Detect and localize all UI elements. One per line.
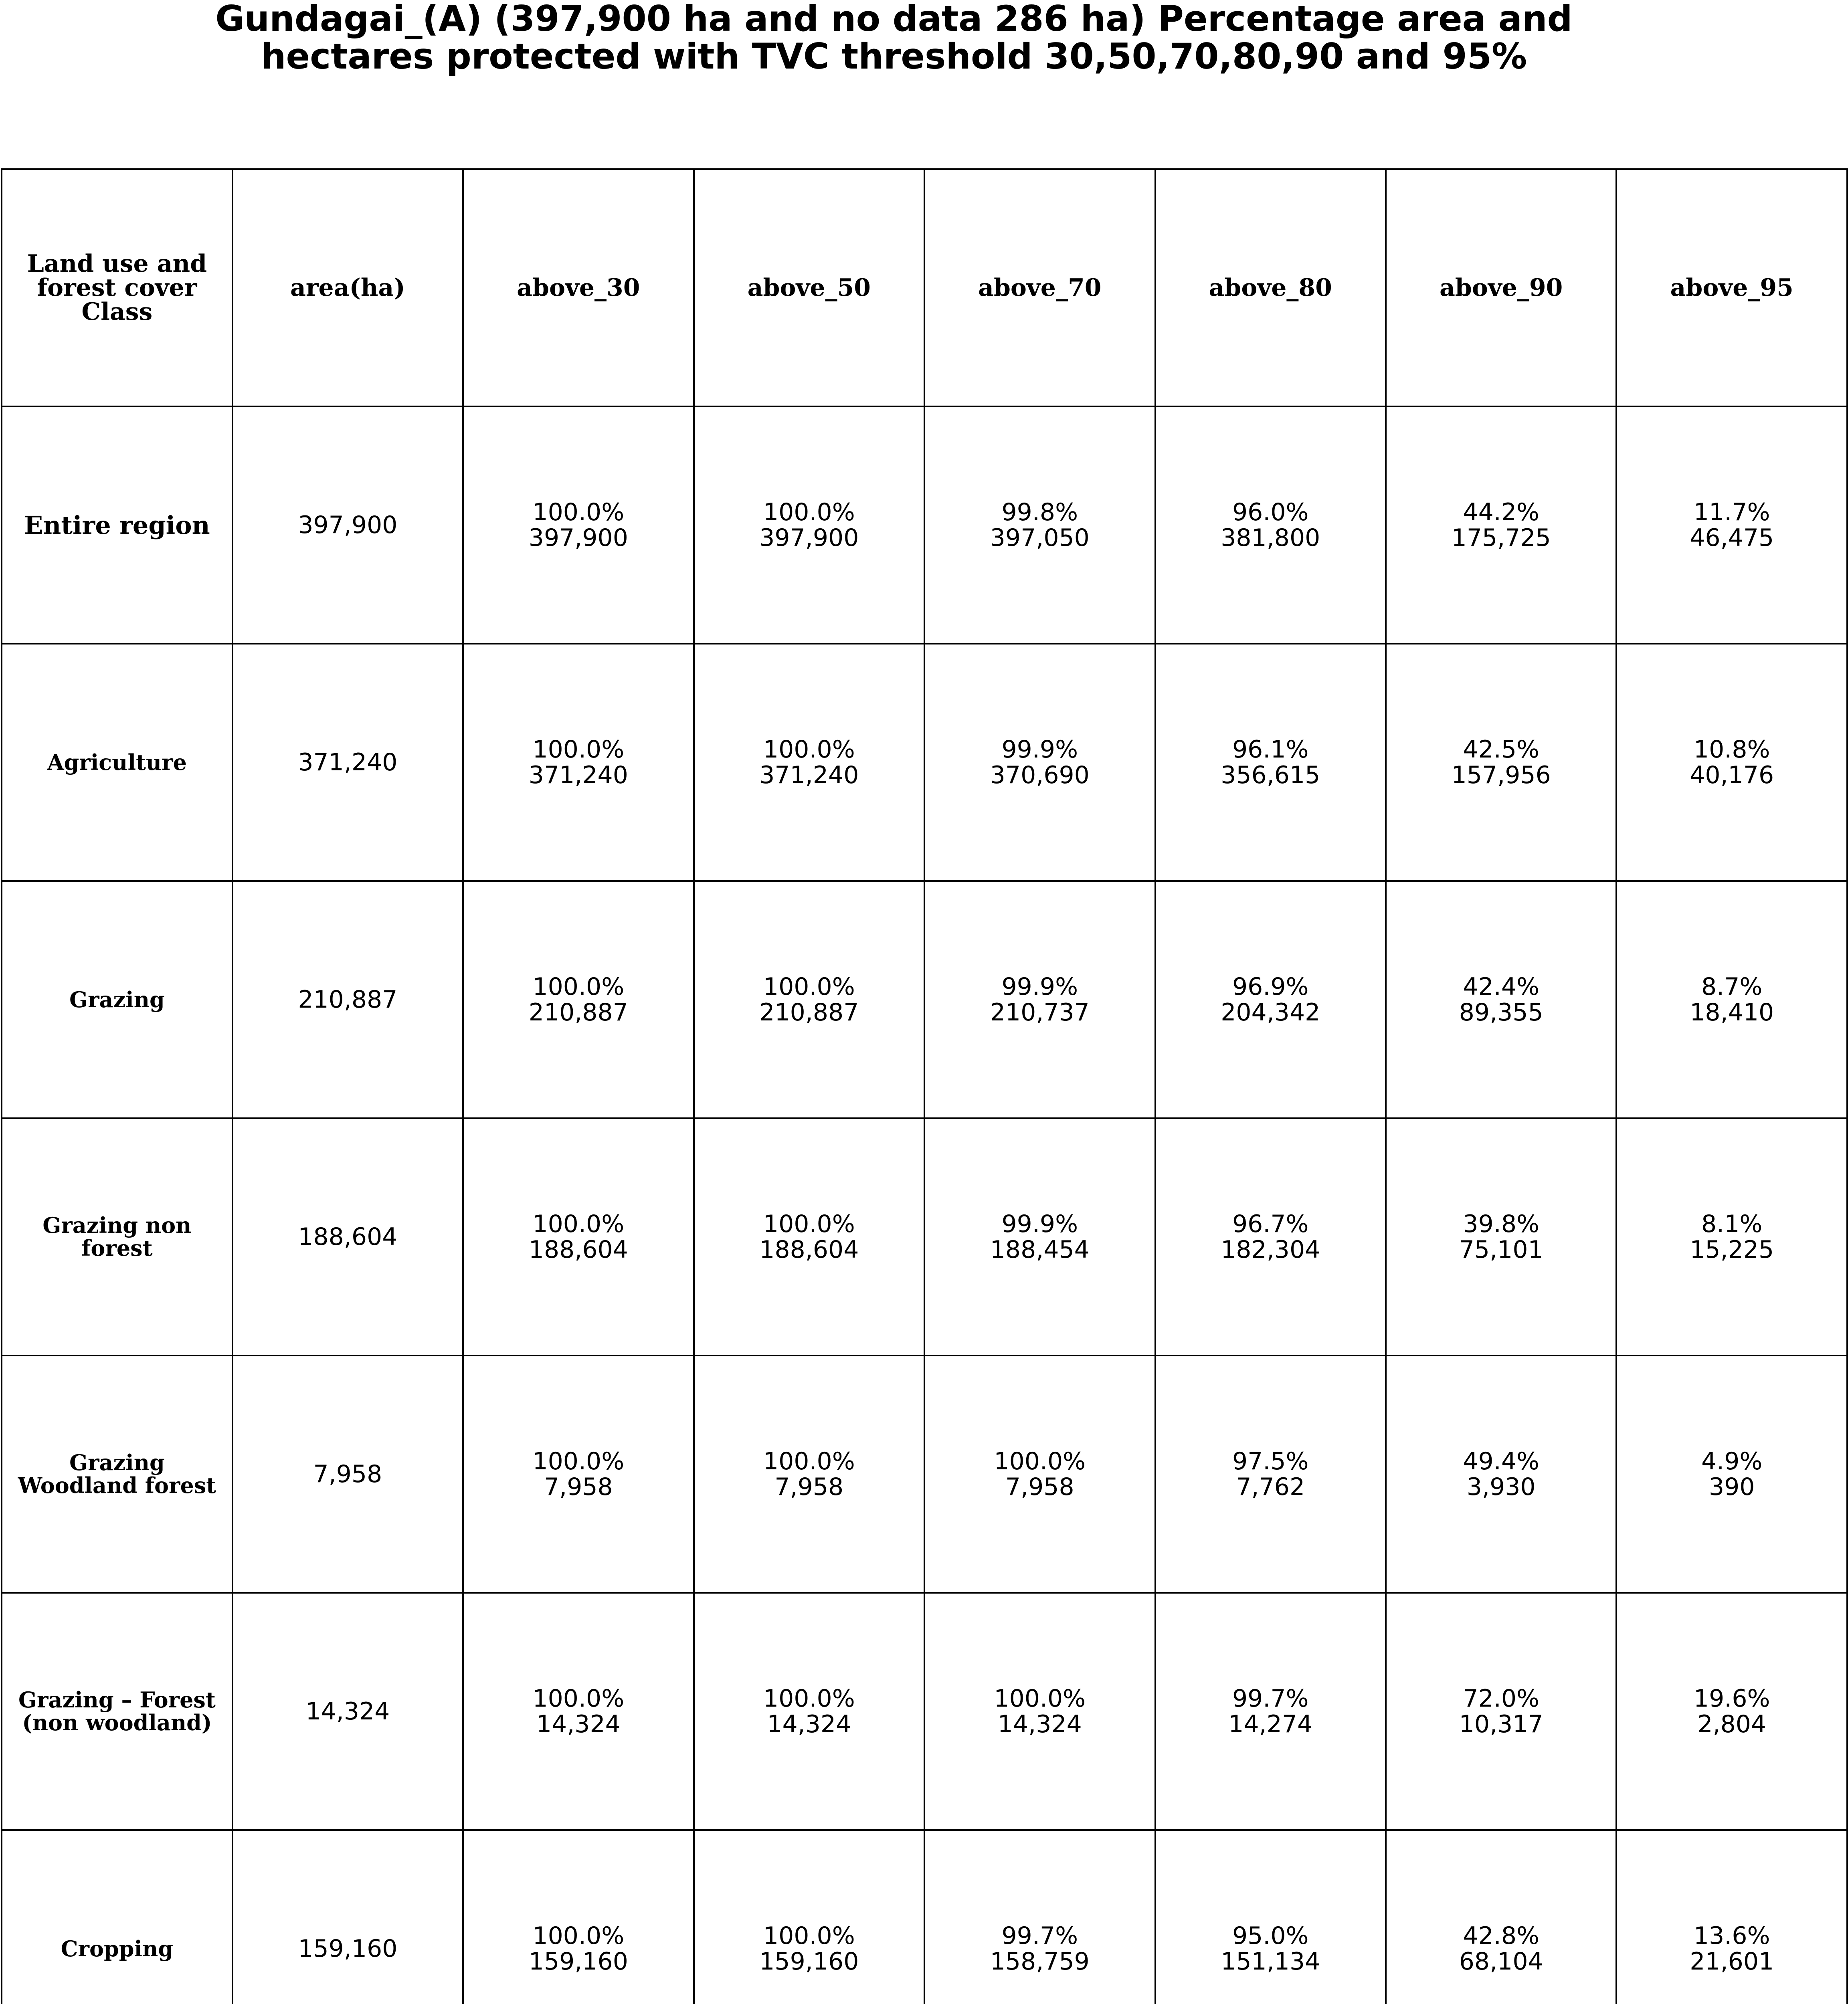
threshold-hectares: 7,958 xyxy=(774,1473,844,1501)
threshold-hectares: 15,225 xyxy=(1690,1236,1774,1264)
threshold-cell xyxy=(694,1593,924,1830)
threshold-percent: 100.0% xyxy=(763,1210,855,1238)
threshold-hectares: 397,050 xyxy=(990,524,1090,552)
threshold-percent: 44.2% xyxy=(1463,498,1540,526)
row-area-value: 14,324 xyxy=(305,1697,390,1725)
row-area-value: 397,900 xyxy=(298,511,398,539)
threshold-hectares: 14,274 xyxy=(1228,1710,1313,1738)
threshold-percent: 100.0% xyxy=(763,1685,855,1713)
threshold-percent: 100.0% xyxy=(532,1922,625,1950)
row-area-value: 159,160 xyxy=(298,1935,398,1963)
threshold-cell xyxy=(1155,1356,1386,1593)
header-above-90: above_90 xyxy=(1386,169,1616,406)
threshold-hectares: 390 xyxy=(1708,1473,1755,1501)
threshold-cell xyxy=(1386,881,1616,1118)
row-class-cell xyxy=(2,1593,233,1830)
threshold-cell xyxy=(1155,881,1386,1118)
threshold-cell xyxy=(1616,1593,1847,1830)
row-class-label: Agriculture xyxy=(47,749,187,775)
threshold-hectares: 188,604 xyxy=(528,1236,628,1264)
threshold-cell xyxy=(1155,1830,1386,2004)
threshold-hectares: 182,304 xyxy=(1221,1236,1320,1264)
threshold-hectares: 3,930 xyxy=(1466,1473,1536,1501)
row-area-cell xyxy=(233,881,463,1118)
threshold-cell xyxy=(1386,1118,1616,1356)
threshold-percent: 100.0% xyxy=(532,498,625,526)
row-class-label: Grazing Woodland forest xyxy=(18,1450,216,1498)
threshold-cell xyxy=(1616,1118,1847,1356)
threshold-hectares: 210,737 xyxy=(990,998,1090,1026)
title-line-2: hectares protected with TVC threshold 30,50,70,80,90 and 95% xyxy=(261,36,1527,77)
threshold-cell xyxy=(1386,1830,1616,2004)
threshold-percent: 100.0% xyxy=(532,1210,625,1238)
table-row xyxy=(2,1593,1847,1830)
threshold-hectares: 10,317 xyxy=(1459,1710,1543,1738)
threshold-cell xyxy=(1386,1356,1616,1593)
table-row xyxy=(2,1356,1847,1593)
threshold-hectares: 159,160 xyxy=(759,1947,859,1976)
threshold-percent: 19.6% xyxy=(1693,1685,1770,1713)
threshold-hectares: 7,958 xyxy=(544,1473,613,1501)
threshold-cell xyxy=(1616,1356,1847,1593)
threshold-cell xyxy=(1386,644,1616,881)
threshold-cell xyxy=(1155,406,1386,644)
threshold-cell xyxy=(463,1118,694,1356)
table-header-row xyxy=(2,169,1847,406)
table-row xyxy=(2,1830,1847,2004)
protection-table xyxy=(1,168,1848,2004)
row-class-label: Grazing xyxy=(69,986,165,1012)
row-class-label: Grazing non forest xyxy=(42,1212,192,1261)
threshold-percent: 100.0% xyxy=(763,973,855,1001)
page-title xyxy=(0,0,1788,75)
threshold-hectares: 175,725 xyxy=(1451,524,1551,552)
threshold-percent: 10.8% xyxy=(1693,735,1770,764)
row-class-cell xyxy=(2,1118,233,1356)
threshold-percent: 100.0% xyxy=(994,1685,1086,1713)
threshold-cell xyxy=(463,644,694,881)
row-class-label: Cropping xyxy=(61,1935,174,1962)
row-area-value: 188,604 xyxy=(298,1223,398,1251)
row-area-value: 7,958 xyxy=(313,1460,382,1488)
threshold-hectares: 75,101 xyxy=(1459,1236,1543,1264)
row-area-cell xyxy=(233,644,463,881)
threshold-percent: 100.0% xyxy=(532,735,625,764)
threshold-cell xyxy=(1616,881,1847,1118)
threshold-cell xyxy=(463,1356,694,1593)
threshold-hectares: 188,454 xyxy=(990,1236,1090,1264)
threshold-hectares: 356,615 xyxy=(1221,761,1320,789)
threshold-hectares: 158,759 xyxy=(990,1947,1090,1976)
row-class-cell xyxy=(2,1830,233,2004)
table-row xyxy=(2,1118,1847,1356)
threshold-percent: 49.4% xyxy=(1463,1447,1540,1475)
threshold-hectares: 14,324 xyxy=(536,1710,621,1738)
threshold-percent: 99.9% xyxy=(1001,735,1078,764)
threshold-percent: 13.6% xyxy=(1693,1922,1770,1950)
threshold-cell xyxy=(694,1356,924,1593)
threshold-percent: 96.0% xyxy=(1232,498,1309,526)
threshold-cell xyxy=(694,881,924,1118)
threshold-percent: 100.0% xyxy=(994,1447,1086,1475)
threshold-cell xyxy=(463,406,694,644)
header-above-70: above_70 xyxy=(924,169,1155,406)
threshold-hectares: 7,762 xyxy=(1236,1473,1305,1501)
table-body xyxy=(2,406,1847,2004)
threshold-hectares: 204,342 xyxy=(1221,998,1320,1026)
threshold-cell xyxy=(1155,1118,1386,1356)
threshold-cell xyxy=(1616,406,1847,644)
row-class-label: Entire region xyxy=(24,510,210,540)
threshold-cell xyxy=(924,1356,1155,1593)
threshold-hectares: 68,104 xyxy=(1459,1947,1543,1976)
threshold-cell xyxy=(1616,644,1847,881)
threshold-hectares: 371,240 xyxy=(759,761,859,789)
threshold-cell xyxy=(924,406,1155,644)
threshold-percent: 100.0% xyxy=(763,498,855,526)
header-above-80: above_80 xyxy=(1155,169,1386,406)
table-row xyxy=(2,644,1847,881)
header-class: Land use and forest cover Class xyxy=(2,169,233,406)
threshold-percent: 11.7% xyxy=(1693,498,1770,526)
threshold-percent: 42.5% xyxy=(1463,735,1540,764)
threshold-hectares: 381,800 xyxy=(1221,524,1320,552)
threshold-hectares: 14,324 xyxy=(767,1710,851,1738)
threshold-percent: 42.8% xyxy=(1463,1922,1540,1950)
threshold-percent: 99.7% xyxy=(1232,1685,1309,1713)
threshold-hectares: 40,176 xyxy=(1690,761,1774,789)
threshold-percent: 96.7% xyxy=(1232,1210,1309,1238)
threshold-cell xyxy=(1386,1593,1616,1830)
threshold-cell xyxy=(924,1593,1155,1830)
threshold-cell xyxy=(1616,1830,1847,2004)
threshold-percent: 99.9% xyxy=(1001,973,1078,1001)
threshold-percent: 96.9% xyxy=(1232,973,1309,1001)
threshold-percent: 4.9% xyxy=(1701,1447,1763,1475)
threshold-percent: 100.0% xyxy=(763,1447,855,1475)
threshold-percent: 99.7% xyxy=(1001,1922,1078,1950)
row-class-cell xyxy=(2,881,233,1118)
table-row xyxy=(2,881,1847,1118)
threshold-percent: 100.0% xyxy=(532,973,625,1001)
threshold-percent: 8.1% xyxy=(1701,1210,1763,1238)
threshold-hectares: 2,804 xyxy=(1697,1710,1767,1738)
header-area: area(ha) xyxy=(233,169,463,406)
row-area-cell xyxy=(233,1356,463,1593)
header-above-50: above_50 xyxy=(694,169,924,406)
threshold-hectares: 371,240 xyxy=(528,761,628,789)
row-class-label: Grazing – Forest (non woodland) xyxy=(18,1687,216,1735)
row-area-cell xyxy=(233,1593,463,1830)
threshold-hectares: 210,887 xyxy=(528,998,628,1026)
threshold-cell xyxy=(694,644,924,881)
threshold-hectares: 18,410 xyxy=(1690,998,1774,1026)
row-class-cell xyxy=(2,406,233,644)
threshold-cell xyxy=(463,1830,694,2004)
threshold-hectares: 14,324 xyxy=(997,1710,1082,1738)
threshold-hectares: 397,900 xyxy=(759,524,859,552)
header-above-30: above_30 xyxy=(463,169,694,406)
threshold-hectares: 46,475 xyxy=(1690,524,1774,552)
threshold-hectares: 159,160 xyxy=(528,1947,628,1976)
threshold-cell xyxy=(924,644,1155,881)
row-area-value: 371,240 xyxy=(298,748,398,776)
threshold-hectares: 157,956 xyxy=(1451,761,1551,789)
row-class-cell xyxy=(2,1356,233,1593)
threshold-cell xyxy=(1155,644,1386,881)
threshold-cell xyxy=(1155,1593,1386,1830)
threshold-hectares: 151,134 xyxy=(1221,1947,1320,1976)
threshold-percent: 100.0% xyxy=(532,1447,625,1475)
title-line-1: Gundagai_(A) (397,900 ha and no data 286 ha) Percentage area and xyxy=(215,0,1573,39)
header-above-95: above_95 xyxy=(1616,169,1847,406)
threshold-percent: 96.1% xyxy=(1232,735,1309,764)
threshold-hectares: 397,900 xyxy=(528,524,628,552)
threshold-hectares: 210,887 xyxy=(759,998,859,1026)
threshold-percent: 39.8% xyxy=(1463,1210,1540,1238)
threshold-cell xyxy=(694,406,924,644)
row-class-cell xyxy=(2,644,233,881)
row-area-cell xyxy=(233,1118,463,1356)
threshold-percent: 100.0% xyxy=(532,1685,625,1713)
threshold-percent: 99.9% xyxy=(1001,1210,1078,1238)
threshold-percent: 8.7% xyxy=(1701,973,1763,1001)
threshold-percent: 100.0% xyxy=(763,1922,855,1950)
threshold-hectares: 89,355 xyxy=(1459,998,1543,1026)
threshold-percent: 95.0% xyxy=(1232,1922,1309,1950)
threshold-cell xyxy=(924,1830,1155,2004)
threshold-hectares: 7,958 xyxy=(1005,1473,1074,1501)
row-area-value: 210,887 xyxy=(298,986,398,1014)
threshold-percent: 72.0% xyxy=(1463,1685,1540,1713)
threshold-cell xyxy=(924,1118,1155,1356)
threshold-percent: 97.5% xyxy=(1232,1447,1309,1475)
threshold-cell xyxy=(694,1830,924,2004)
threshold-percent: 99.8% xyxy=(1001,498,1078,526)
threshold-hectares: 188,604 xyxy=(759,1236,859,1264)
threshold-cell xyxy=(463,881,694,1118)
threshold-percent: 42.4% xyxy=(1463,973,1540,1001)
threshold-cell xyxy=(463,1593,694,1830)
threshold-hectares: 370,690 xyxy=(990,761,1090,789)
threshold-cell xyxy=(694,1118,924,1356)
threshold-hectares: 21,601 xyxy=(1690,1947,1774,1976)
row-area-cell xyxy=(233,1830,463,2004)
row-area-cell xyxy=(233,406,463,644)
threshold-cell xyxy=(924,881,1155,1118)
threshold-percent: 100.0% xyxy=(763,735,855,764)
table-row xyxy=(2,406,1847,644)
threshold-cell xyxy=(1386,406,1616,644)
